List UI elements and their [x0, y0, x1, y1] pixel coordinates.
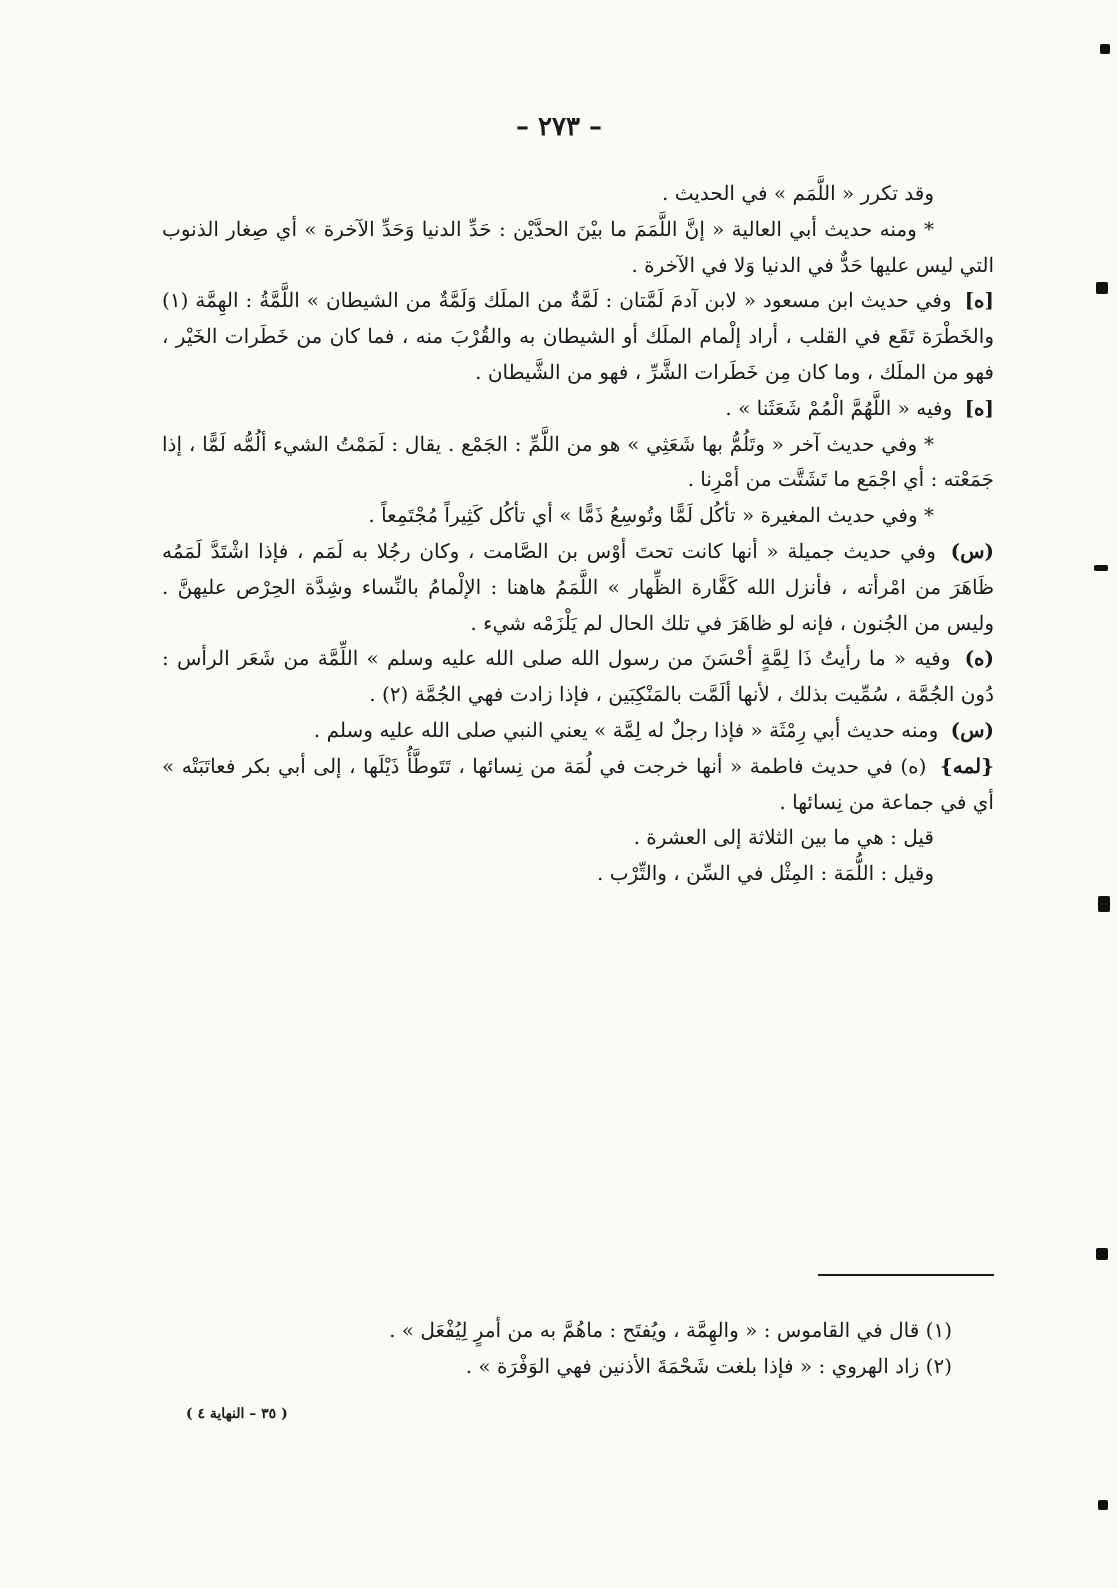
source-tag: (ه) [964, 646, 994, 671]
paragraph-abu-rimtha [162, 713, 994, 749]
source-tag: (س) [950, 538, 994, 563]
entry-body [162, 176, 994, 892]
paragraph-text: * وفي حديث المغيرة « تأكُل لَمًّا وتُوسِعُ ذَمًّا » أي تأكُل كَثِيراً مُجْتَمِعاً . [368, 503, 934, 528]
paragraph-text: وفي حديث ابن مسعود « لابن آدمَ لَمَّتان : لَمَّةٌ من الملَك وَلَمَّةٌ من الشيطان » اللَّمَّةُ : الهِمَّة (١) والخَطْرَة تَقَع في القلب ، أراد إلْمام الملَك أو الشيطان به والقُرْبَ منه ، فما كان من خَطَرات الخَيْر ، فهو من الملَك ، وما كان مِن خَطَرات الشَّرِّ ، فهو من الشَّيطان . [162, 288, 994, 384]
paragraph-text: قيل : هي ما بين الثلاثة إلى العشرة . [633, 825, 934, 850]
paragraph-text: وفيه « ما رأيتُ ذَا لِمَّةٍ أحْسَنَ من رسول الله صلى الله عليه وسلم » اللِّمَّة من شَعَر الرأس : دُون الجُمَّة ، سُمِّيت بذلك ، لأنها ألَمَّت بالمَنْكِبَين ، فإذا زادت فهي الجُمَّة (٢) . [162, 646, 994, 707]
paragraph-qila-1 [162, 820, 994, 856]
binding-mark [1096, 282, 1108, 294]
footnote-divider [818, 1274, 994, 1276]
paragraph-intro [162, 176, 994, 212]
source-tag: (س) [950, 717, 994, 742]
root-heading: {لمه} [939, 753, 995, 778]
binding-mark [1096, 1248, 1108, 1260]
source-tag: [ه] [964, 395, 994, 420]
paragraph-text: وقيل : اللُّمَة : المِثْل في السِّن ، والتِّرْب . [596, 861, 934, 886]
paragraph-abu-alaliya [162, 212, 994, 284]
paragraph-text: وفيه « اللَّهُمَّ الْمُمْ شَعَثَنا » . [725, 395, 953, 420]
paragraph-allahumma [162, 391, 994, 427]
paragraph-qila-2 [162, 856, 994, 892]
paragraph-mughira [162, 498, 994, 534]
footnote-2: (٢) زاد الهروي : « فإذا بلغت شَحْمَةَ الأذنين فهي الوَفْرَة » . [465, 1354, 952, 1378]
binding-mark [1098, 896, 1110, 912]
paragraph-another-hadith [162, 427, 994, 499]
signature-mark: ( ٣٥ – النهاية ٤ ) [186, 1406, 288, 1422]
paragraph-jamila [162, 534, 994, 641]
paragraph-text: * وفي حديث آخر « وتَلُمُّ بها شَعَثِي » هو من اللَّمِّ : الجَمْع . يقال : لَمَمْتُ الشيء ألُمُّه لَمًّا ، إذا جَمَعْته : أي اجْمَع ما تَشَتَّت من أمْرِنا . [162, 431, 994, 492]
footnotes [162, 1312, 952, 1384]
binding-mark [1098, 1500, 1108, 1510]
binding-mark [1094, 565, 1108, 571]
page-number: – ٢٧٣ – [515, 112, 603, 142]
paragraph-lumah-heading [162, 749, 994, 821]
paragraph-ibn-masud [162, 283, 994, 390]
footnote-1: (١) قال في القاموس : « والهِمَّة ، ويُفتَح : ماهُمَّ به من أمرٍ لِيُفْعَل » . [389, 1318, 952, 1342]
source-tag: [ه] [964, 288, 994, 313]
paragraph-text: * ومنه حديث أبي العالية « إنَّ اللَّمَمَ ما بيْنَ الحدَّيْن : حَدِّ الدنيا وَحَدِّ الآخرة » أي صِغار الذنوب التي ليس عليها حَدٌّ في الدنيا وَلا في الآخرة . [162, 216, 994, 277]
paragraph-text: وفي حديث جميلة « أنها كانت تحتَ أوْس بن الصَّامت ، وكان رجُلا به لَمَم ، فإذا اشْتَدَّ لَمَمُه ظَاهَرَ من امْرأته ، فأنزل الله كَفَّارة الظِّهار » اللَّمَمُ هاهنا : الإلْمامُ بالنِّساء وشِدَّة الحِرْص عليهنَّ . وليس من الجُنون ، فإنه لو ظاهَرَ في تلك الحال لم يَلْزَمْه شيء . [162, 538, 995, 635]
paragraph-text: وقد تكرر « اللَّمَم » في الحديث . [662, 181, 934, 205]
paragraph-lima [162, 641, 994, 713]
binding-mark [1100, 44, 1110, 54]
paragraph-text: (ه) في حديث فاطمة « أنها خرجت في لُمَة من نِسائها ، تَتَوطَّأُ ذَيْلَها ، إلى أبي بكر فعاتَبَتْه » أي في جماعة من نِسائها . [162, 753, 994, 814]
paragraph-text: ومنه حديث أبي رِمْثَة « فإذا رجلٌ له لِمَّة » يعني النبي صلى الله عليه وسلم . [313, 717, 939, 742]
